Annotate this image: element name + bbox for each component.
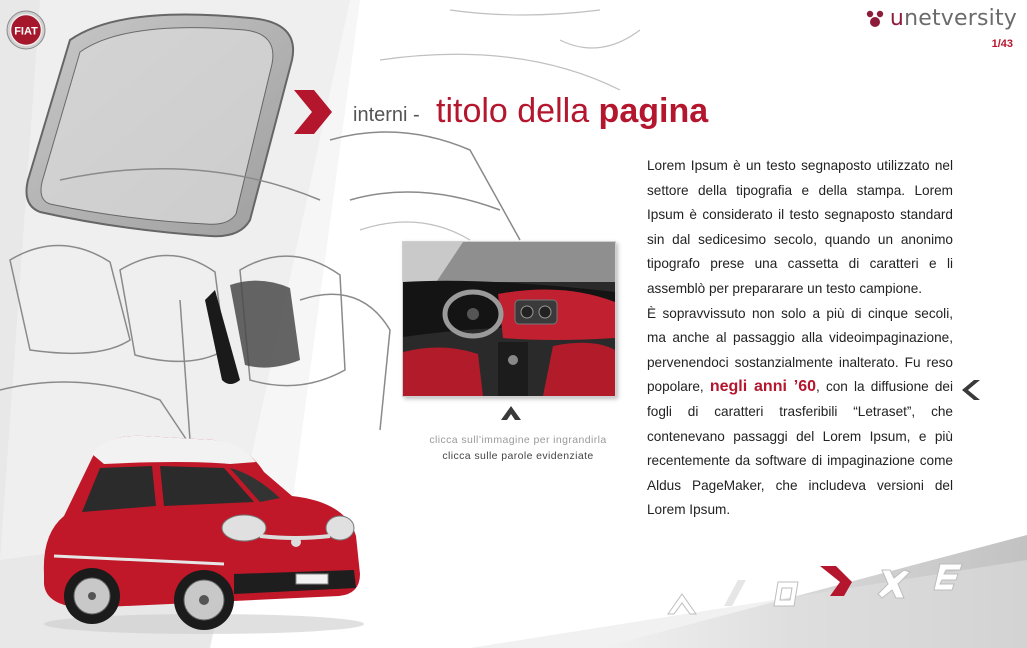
caption-highlight-hint: clicca sulle parole evidenziate <box>442 450 594 462</box>
highlight-arrow-icon[interactable] <box>958 378 982 402</box>
interior-image <box>403 242 615 396</box>
fiat-500l-car-image <box>34 424 370 636</box>
section-label: interni - <box>353 104 420 126</box>
interior-photo[interactable] <box>402 241 616 397</box>
brand-name: unetversity <box>889 6 1017 31</box>
body-text <box>647 154 953 523</box>
caption-enlarge: clicca sull’immagine per ingrandirla <box>429 434 607 446</box>
close-icon[interactable] <box>876 566 912 602</box>
fiat-logo <box>6 10 46 50</box>
index-icon[interactable] <box>768 576 804 612</box>
brand-mark-icon <box>864 8 886 30</box>
svg-text:FIAT: FIAT <box>14 25 38 38</box>
paragraph-2: È sopravvissuto non solo a più di cinque secoli, ma anche al passaggio alla videoimpaginazione, pervenendoci sostanzialmente inalterato. Fu reso popolare, negli anni ’60, con la diffusione dei fogli di caratteri trasferibili “Letraset”, che contenevano passaggi del Lorem Ipsum, e più recentemente da software di impaginazione come Aldus PageMaker, che includeva versioni del Lorem Ipsum. <box>647 305 954 518</box>
page-counter: 1/43 <box>991 38 1013 50</box>
title-chevron-icon <box>292 88 332 136</box>
brand-logo <box>864 6 1017 31</box>
photo-caption <box>398 432 638 464</box>
photo-pointer-icon <box>497 402 523 422</box>
home-icon[interactable] <box>664 584 700 620</box>
next-icon[interactable] <box>818 562 854 598</box>
menu-icon[interactable] <box>932 560 968 596</box>
back-icon[interactable] <box>718 576 754 612</box>
page-title: titolo della pagina <box>436 92 709 130</box>
paragraph-1: Lorem Ipsum è un testo segnaposto utilizzato nel settore della tipografia e della stampa. Lorem Ipsum è considerato il testo segnaposto standard sin dal sedicesimo secolo, quando un anonimo tipografo prese una cassetta di caratteri e li assemblò per prepararare un testo campione. <box>647 158 953 296</box>
highlight-link[interactable]: negli anni ’60 <box>709 378 816 396</box>
